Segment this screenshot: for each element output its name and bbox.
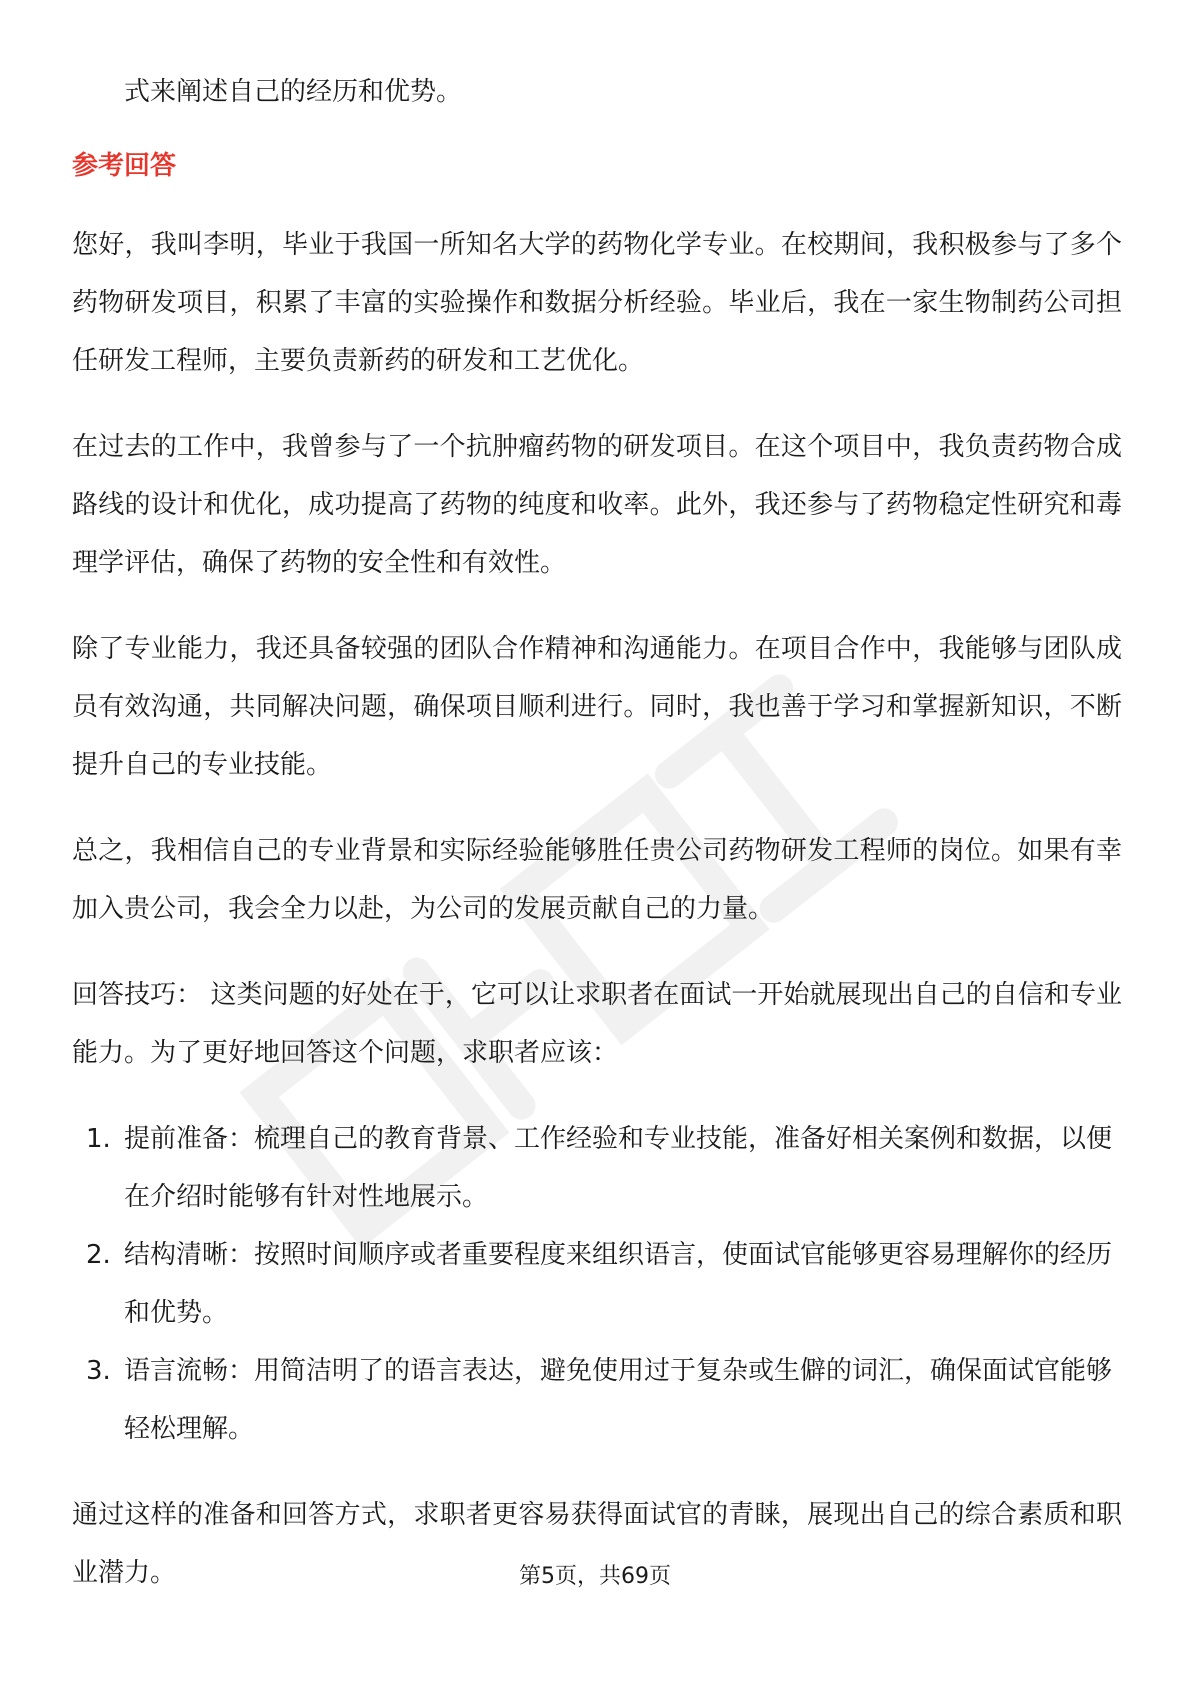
continuation-text: 式来阐述自己的经历和优势。 xyxy=(124,77,463,107)
answer-paragraph-1: 您好，我叫李明，毕业于我国一所知名大学的药物化学专业。在校期间，我积极参与了多个药物研发项目，积累了丰富的实验操作和数据分析经验。毕业后，我在一家生物制药公司担任研发工程师，主要负责新药的研发和工艺优化。 xyxy=(72,230,1122,376)
document-page xyxy=(72,70,1122,1630)
list-item-number: 3. xyxy=(86,1356,111,1386)
list-item-text: 提前准备：梳理自己的教育背景、工作经验和专业技能，准备好相关案例和数据，以便在介绍时能够有针对性地展示。 xyxy=(124,1124,1113,1212)
list-item-number: 2. xyxy=(86,1240,111,1270)
tips-intro: 回答技巧： 这类问题的好处在于，它可以让求职者在面试一开始就展现出自己的自信和专业能力。为了更好地回答这个问题，求职者应该： xyxy=(72,980,1122,1068)
reference-answer-heading: 参考回答 xyxy=(72,151,177,181)
list-item-text: 语言流畅：用简洁明了的语言表达，避免使用过于复杂或生僻的词汇，确保面试官能够轻松理解。 xyxy=(124,1356,1113,1444)
answer-paragraph-2: 在过去的工作中，我曾参与了一个抗肿瘤药物的研发项目。在这个项目中，我负责药物合成路线的设计和优化，成功提高了药物的纯度和收率。此外，我还参与了药物稳定性研究和毒理学评估，确保了药物的安全性和有效性。 xyxy=(72,432,1122,578)
list-item-text: 结构清晰：按照时间顺序或者重要程度来组织语言，使面试官能够更容易理解你的经历和优势。 xyxy=(124,1240,1113,1328)
closing-paragraph: 通过这样的准备和回答方式，求职者更容易获得面试官的青睐，展现出自己的综合素质和职业潜力。 xyxy=(72,1500,1122,1588)
tips-list xyxy=(72,1110,1122,1458)
page-number-footer: 第5页，共69页 xyxy=(519,1564,671,1589)
list-item xyxy=(72,1342,1122,1458)
answer-paragraph-4: 总之，我相信自己的专业背景和实际经验能够胜任贵公司药物研发工程师的岗位。如果有幸加入贵公司，我会全力以赴，为公司的发展贡献自己的力量。 xyxy=(72,836,1122,924)
answer-paragraph-3: 除了专业能力，我还具备较强的团队合作精神和沟通能力。在项目合作中，我能够与团队成员有效沟通，共同解决问题，确保项目顺利进行。同时，我也善于学习和掌握新知识，不断提升自己的专业技能。 xyxy=(72,634,1122,780)
list-item-number: 1. xyxy=(86,1124,111,1154)
list-item xyxy=(72,1110,1122,1226)
list-item xyxy=(72,1226,1122,1342)
